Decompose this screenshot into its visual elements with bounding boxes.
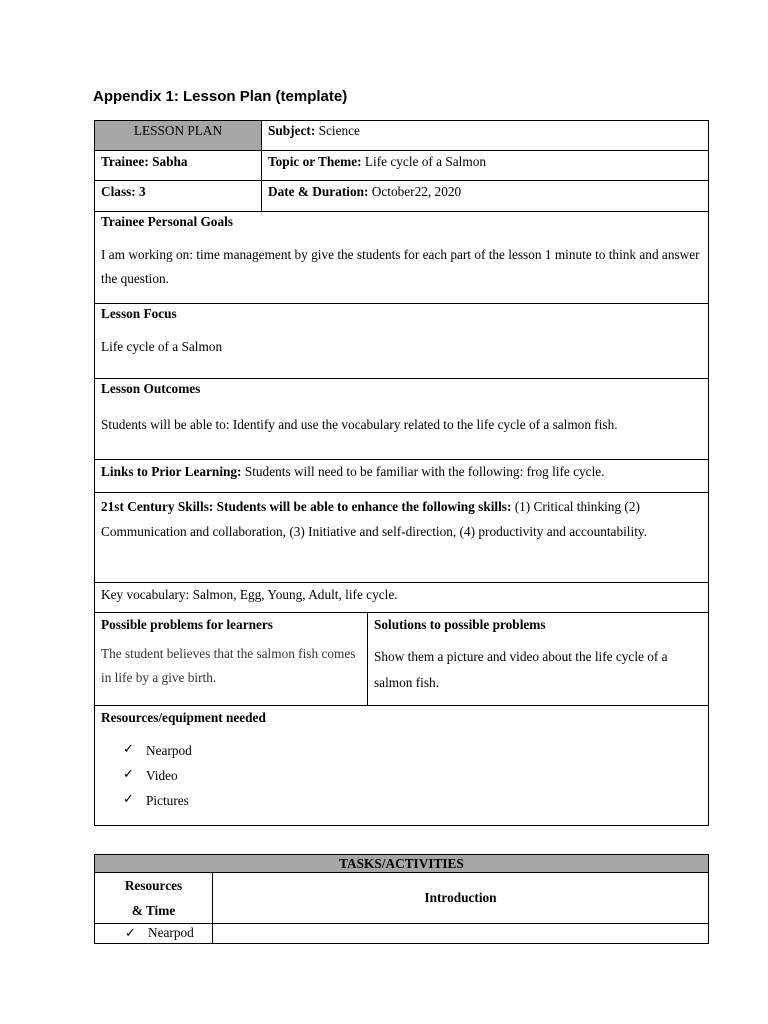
- resources-label: Resources/equipment needed: [101, 710, 266, 725]
- outcomes-text: Students will be able to: Identify and use the vocabulary related to the life cycle of a salmon fish.: [101, 417, 618, 433]
- tasks-title: TASKS/ACTIVITIES: [339, 856, 464, 871]
- goals-text: I am working on: time management by give the students for each part of the lesson 1 minute to think and answer the question.: [101, 247, 700, 287]
- tasks-columns-row: [95, 873, 709, 924]
- prior-learning-row: [95, 460, 709, 493]
- focus-text: Life cycle of a Salmon: [101, 339, 223, 355]
- col-time-label: & Time: [131, 903, 176, 918]
- checkmark-icon: ✓: [123, 767, 134, 783]
- checkmark-icon: ✓: [125, 926, 136, 941]
- resource-label: Video: [146, 768, 178, 784]
- solutions-text: Show them a picture and video about the life cycle of a salmon fish.: [374, 649, 668, 691]
- list-item: [123, 792, 702, 817]
- prior-learning-cell: [95, 460, 709, 493]
- goals-cell: [95, 212, 709, 304]
- resource-label: Pictures: [146, 793, 189, 809]
- task-resource-label: Nearpod: [148, 925, 194, 940]
- tasks-title-cell: [95, 855, 709, 873]
- page-title: Appendix 1: Lesson Plan (template): [93, 88, 348, 105]
- topic-cell: [262, 151, 709, 181]
- lesson-plan-title-cell: [95, 121, 262, 151]
- col-resources-label: Resources: [124, 878, 183, 893]
- solutions-label: Solutions to possible problems: [374, 617, 546, 632]
- goals-label: Trainee Personal Goals: [101, 214, 233, 229]
- col-introduction-label: Introduction: [424, 890, 497, 906]
- subject-cell: [262, 121, 709, 151]
- class-row: [95, 181, 709, 212]
- task-resource-cell: [95, 924, 213, 944]
- tasks-header-row: [95, 855, 709, 873]
- resource-label: Nearpod: [146, 743, 192, 759]
- date-label: Date & Duration:: [268, 184, 369, 199]
- resources-list: [123, 742, 702, 817]
- topic-label: Topic or Theme:: [268, 154, 362, 169]
- problems-row: [95, 613, 709, 706]
- class-label: Class: 3: [101, 184, 146, 199]
- resources-cell: [95, 706, 709, 826]
- outcomes-cell: [95, 379, 709, 460]
- vocabulary-cell: [95, 583, 709, 613]
- vocabulary-text: Key vocabulary: Salmon, Egg, Young, Adult, life cycle.: [101, 587, 398, 602]
- skills-cell: [95, 493, 709, 583]
- problems-label: Possible problems for learners: [101, 617, 273, 632]
- skills-label: 21st Century Skills: Students will be able to enhance the following skills:: [101, 499, 512, 514]
- trainee-row: [95, 151, 709, 181]
- resources-row: [95, 706, 709, 826]
- trainee-cell: [95, 151, 262, 181]
- prior-learning-text: Students will need to be familiar with the following: frog life cycle.: [241, 464, 605, 479]
- checkmark-icon: ✓: [123, 792, 134, 808]
- table-row: [95, 924, 709, 944]
- focus-label: Lesson Focus: [101, 306, 177, 321]
- focus-cell: [95, 304, 709, 379]
- subject-value: Science: [315, 123, 360, 138]
- introduction-cell: [213, 873, 709, 924]
- focus-row: [95, 304, 709, 379]
- outcomes-label: Lesson Outcomes: [101, 381, 201, 396]
- resources-time-cell: [95, 873, 213, 924]
- skills-text: (1) Critical thinking (2) Communication and collaboration, (3) Initiative and self-direction, (4) productivity and accountability.: [101, 499, 647, 539]
- list-item: [123, 767, 702, 792]
- solutions-cell: [368, 613, 709, 706]
- subject-label: Subject:: [268, 123, 316, 138]
- lesson-plan-title: LESSON PLAN: [133, 123, 223, 138]
- class-cell: [95, 181, 262, 212]
- checkmark-icon: ✓: [123, 742, 134, 758]
- problems-text: The student believes that the salmon fish comes in life by a give birth.: [101, 646, 356, 686]
- list-item: [123, 742, 702, 767]
- plan-header-row: [95, 121, 709, 151]
- lesson-plan-table: [94, 120, 709, 826]
- problems-cell: [95, 613, 368, 706]
- vocabulary-row: [95, 583, 709, 613]
- trainee-label: Trainee: Sabha: [101, 154, 188, 169]
- prior-learning-label: Links to Prior Learning:: [101, 464, 242, 479]
- date-cell: [262, 181, 709, 212]
- goals-row: [95, 212, 709, 304]
- outcomes-row: [95, 379, 709, 460]
- date-value: October22, 2020: [368, 184, 462, 199]
- skills-row: [95, 493, 709, 583]
- topic-value: Life cycle of a Salmon: [361, 154, 487, 169]
- task-content-cell: [213, 924, 709, 944]
- tasks-table: [94, 854, 709, 944]
